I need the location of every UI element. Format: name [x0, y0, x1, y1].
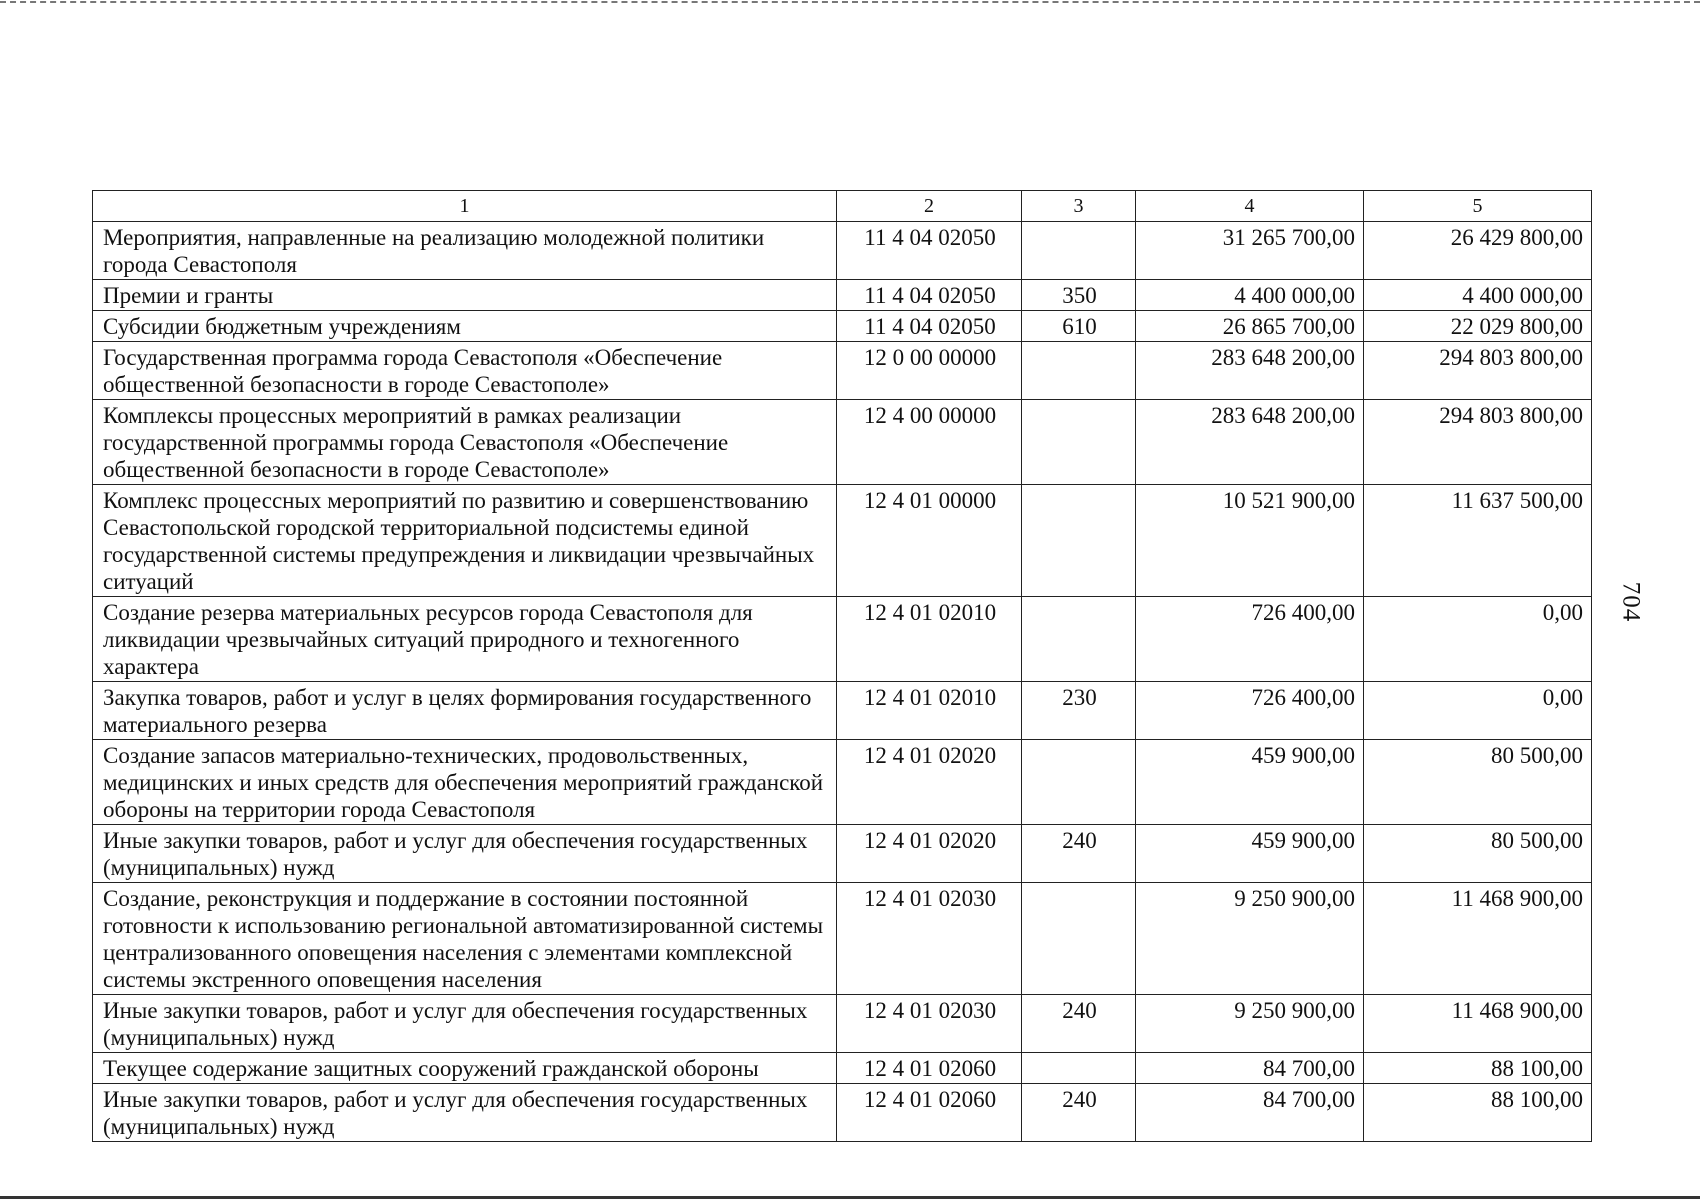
- row-code-cell: 11 4 04 02050: [837, 222, 1022, 280]
- row-name-cell: Текущее содержание защитных сооружений гражданской обороны: [93, 1053, 837, 1084]
- row-name-cell: Мероприятия, направленные на реализацию молодежной политики города Севастополя: [93, 222, 837, 280]
- row-name-cell: Создание запасов материально-технических, продовольственных, медицинских и иных средств для обеспечения мероприятий гражданской обороны на территории города Севастополя: [93, 740, 837, 825]
- row-value-2-cell: 294 803 800,00: [1364, 400, 1592, 485]
- row-value-1-cell: 31 265 700,00: [1136, 222, 1364, 280]
- row-code-cell: 12 4 01 02020: [837, 740, 1022, 825]
- column-header-2: 2: [837, 191, 1022, 222]
- row-code-cell: 12 4 01 02010: [837, 597, 1022, 682]
- row-code-cell: 11 4 04 02050: [837, 311, 1022, 342]
- row-code-cell: 12 4 01 02020: [837, 825, 1022, 883]
- table-row: [93, 400, 1592, 485]
- table-row: [93, 883, 1592, 995]
- row-name-cell: Закупка товаров, работ и услуг в целях формирования государственного материального резерва: [93, 682, 837, 740]
- column-header-3: 3: [1022, 191, 1136, 222]
- row-type-cell: 230: [1022, 682, 1136, 740]
- page-top-border: [0, 1, 1700, 3]
- table-header-row: [93, 191, 1592, 222]
- row-type-cell: [1022, 883, 1136, 995]
- row-value-2-cell: 80 500,00: [1364, 740, 1592, 825]
- table-row: [93, 280, 1592, 311]
- row-value-1-cell: 9 250 900,00: [1136, 995, 1364, 1053]
- row-type-cell: [1022, 597, 1136, 682]
- page-bottom-border: [0, 1196, 1700, 1199]
- row-name-cell: Субсидии бюджетным учреждениям: [93, 311, 837, 342]
- column-header-1: 1: [93, 191, 837, 222]
- column-header-5: 5: [1364, 191, 1592, 222]
- row-type-cell: 350: [1022, 280, 1136, 311]
- table-row: [93, 222, 1592, 280]
- row-code-cell: 12 4 01 02010: [837, 682, 1022, 740]
- row-value-2-cell: 26 429 800,00: [1364, 222, 1592, 280]
- column-header-4: 4: [1136, 191, 1364, 222]
- page-number: 704: [1617, 581, 1645, 623]
- row-value-2-cell: 0,00: [1364, 597, 1592, 682]
- row-code-cell: 12 4 01 02030: [837, 883, 1022, 995]
- budget-table: [92, 190, 1592, 1142]
- table-row: [93, 740, 1592, 825]
- row-code-cell: 12 4 01 00000: [837, 485, 1022, 597]
- row-value-1-cell: 726 400,00: [1136, 597, 1364, 682]
- row-type-cell: [1022, 342, 1136, 400]
- row-value-1-cell: 84 700,00: [1136, 1084, 1364, 1142]
- table-row: [93, 1053, 1592, 1084]
- row-value-2-cell: 11 468 900,00: [1364, 883, 1592, 995]
- row-code-cell: 12 4 01 02030: [837, 995, 1022, 1053]
- row-code-cell: 11 4 04 02050: [837, 280, 1022, 311]
- row-type-cell: [1022, 222, 1136, 280]
- row-name-cell: Комплексы процессных мероприятий в рамках реализации государственной программы города Севастополя «Обеспечение общественной безопасности в городе Севастополе»: [93, 400, 837, 485]
- row-value-2-cell: 4 400 000,00: [1364, 280, 1592, 311]
- row-code-cell: 12 4 00 00000: [837, 400, 1022, 485]
- row-value-2-cell: 11 637 500,00: [1364, 485, 1592, 597]
- row-value-2-cell: 88 100,00: [1364, 1084, 1592, 1142]
- row-name-cell: Иные закупки товаров, работ и услуг для обеспечения государственных (муниципальных) нужд: [93, 995, 837, 1053]
- row-value-2-cell: 22 029 800,00: [1364, 311, 1592, 342]
- row-type-cell: 240: [1022, 995, 1136, 1053]
- row-type-cell: 240: [1022, 825, 1136, 883]
- table-row: [93, 597, 1592, 682]
- table-row: [93, 995, 1592, 1053]
- table-row: [93, 1084, 1592, 1142]
- row-value-1-cell: 459 900,00: [1136, 740, 1364, 825]
- table-row: [93, 485, 1592, 597]
- table-row: [93, 311, 1592, 342]
- row-name-cell: Иные закупки товаров, работ и услуг для обеспечения государственных (муниципальных) нужд: [93, 1084, 837, 1142]
- row-type-cell: [1022, 1053, 1136, 1084]
- row-type-cell: [1022, 485, 1136, 597]
- row-value-2-cell: 11 468 900,00: [1364, 995, 1592, 1053]
- row-code-cell: 12 4 01 02060: [837, 1053, 1022, 1084]
- row-type-cell: [1022, 400, 1136, 485]
- row-value-1-cell: 726 400,00: [1136, 682, 1364, 740]
- row-value-2-cell: 80 500,00: [1364, 825, 1592, 883]
- row-type-cell: 610: [1022, 311, 1136, 342]
- row-value-2-cell: 294 803 800,00: [1364, 342, 1592, 400]
- row-code-cell: 12 0 00 00000: [837, 342, 1022, 400]
- row-name-cell: Премии и гранты: [93, 280, 837, 311]
- row-value-1-cell: 4 400 000,00: [1136, 280, 1364, 311]
- table-row: [93, 342, 1592, 400]
- row-name-cell: Государственная программа города Севастополя «Обеспечение общественной безопасности в городе Севастополе»: [93, 342, 837, 400]
- row-value-1-cell: 10 521 900,00: [1136, 485, 1364, 597]
- row-name-cell: Создание резерва материальных ресурсов города Севастополя для ликвидации чрезвычайных ситуаций природного и техногенного характера: [93, 597, 837, 682]
- table-body: [93, 222, 1592, 1142]
- table-row: [93, 682, 1592, 740]
- row-value-2-cell: 88 100,00: [1364, 1053, 1592, 1084]
- table-row: [93, 825, 1592, 883]
- row-name-cell: Комплекс процессных мероприятий по развитию и совершенствованию Севастопольской городской территориальной подсистемы единой государственной системы предупреждения и ликвидации чрезвычайных ситуаций: [93, 485, 837, 597]
- row-type-cell: 240: [1022, 1084, 1136, 1142]
- row-name-cell: Создание, реконструкция и поддержание в состоянии постоянной готовности к использованию региональной автоматизированной системы централизованного оповещения населения с элементами комплексной системы экстренного оповещения населения: [93, 883, 837, 995]
- row-name-cell: Иные закупки товаров, работ и услуг для обеспечения государственных (муниципальных) нужд: [93, 825, 837, 883]
- row-code-cell: 12 4 01 02060: [837, 1084, 1022, 1142]
- row-value-1-cell: 84 700,00: [1136, 1053, 1364, 1084]
- row-type-cell: [1022, 740, 1136, 825]
- row-value-1-cell: 283 648 200,00: [1136, 400, 1364, 485]
- row-value-1-cell: 283 648 200,00: [1136, 342, 1364, 400]
- row-value-1-cell: 26 865 700,00: [1136, 311, 1364, 342]
- row-value-1-cell: 459 900,00: [1136, 825, 1364, 883]
- row-value-2-cell: 0,00: [1364, 682, 1592, 740]
- row-value-1-cell: 9 250 900,00: [1136, 883, 1364, 995]
